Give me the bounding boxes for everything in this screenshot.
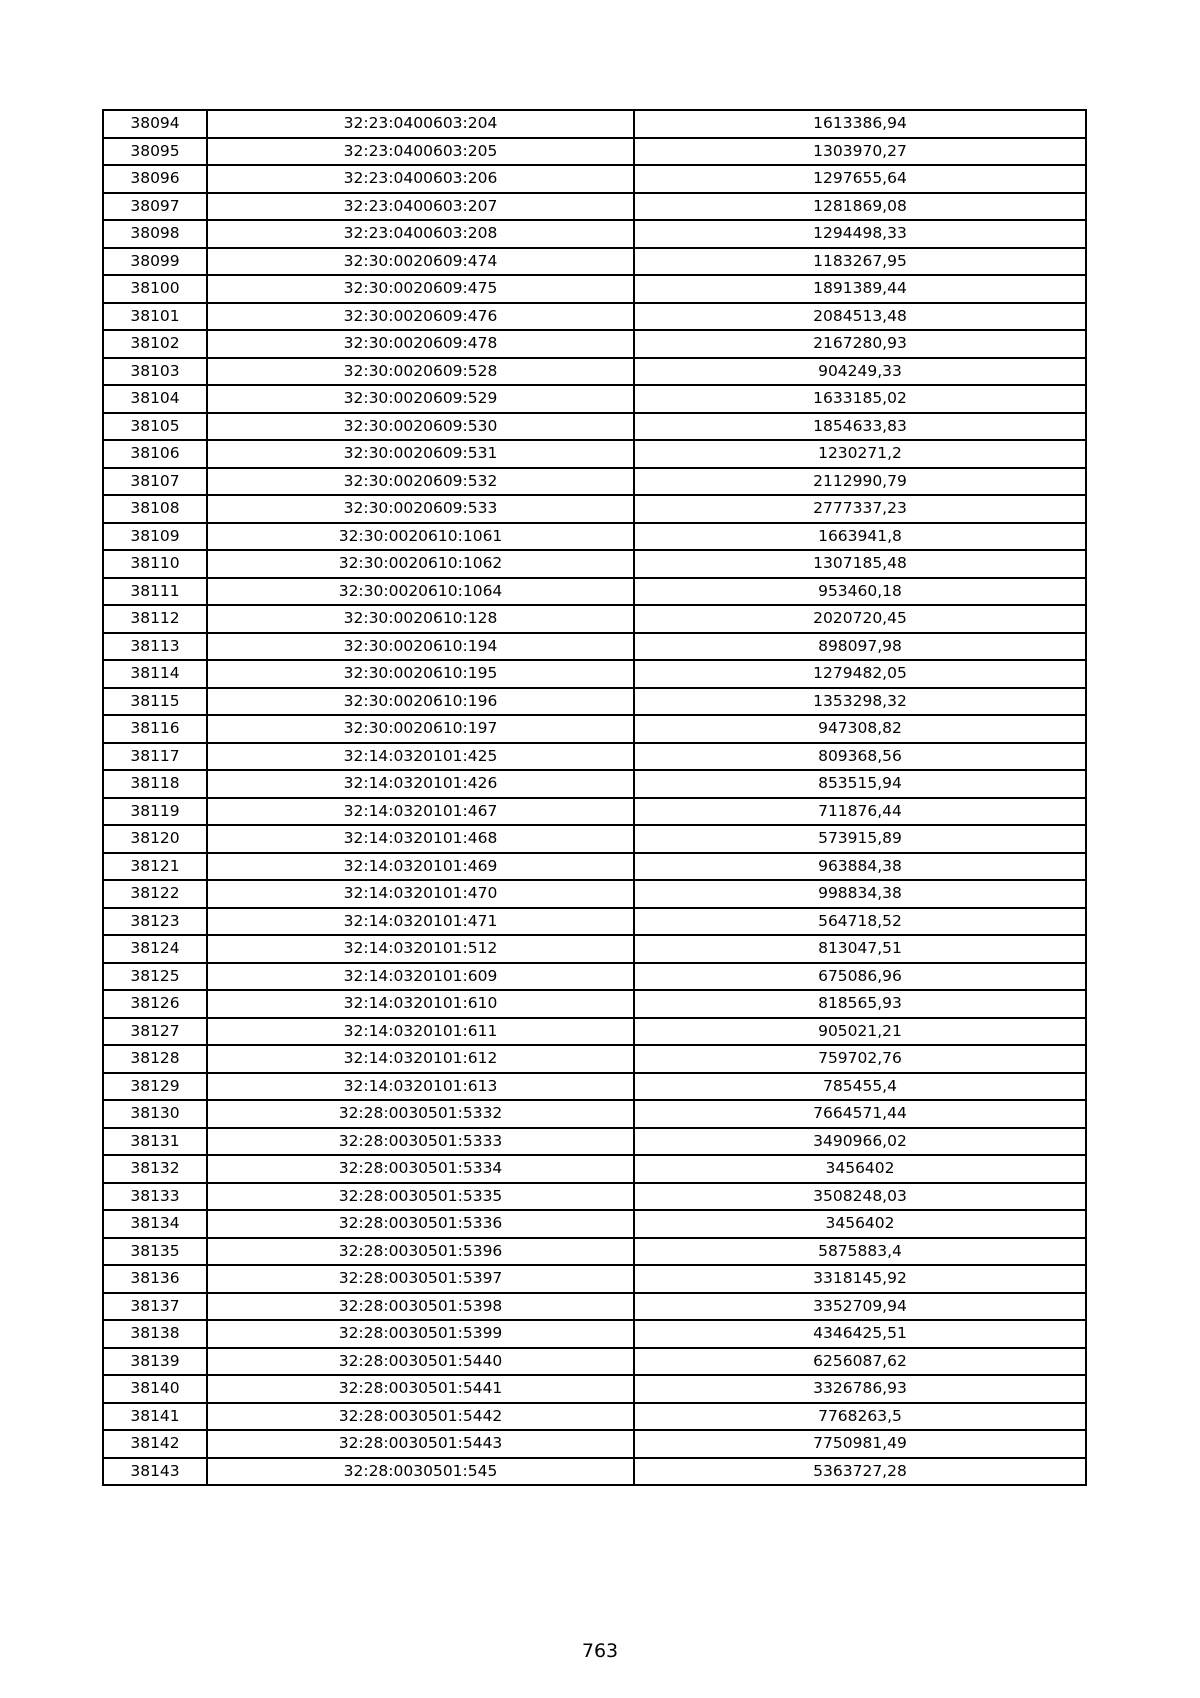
table-row <box>103 715 1086 743</box>
cadastral-number-cell: 32:14:0320101:512 <box>207 935 634 963</box>
value-cell: 759702,76 <box>634 1045 1086 1073</box>
cadastral-number-cell: 32:28:0030501:5397 <box>207 1265 634 1293</box>
cadastral-number-cell: 32:23:0400603:208 <box>207 220 634 248</box>
table-row <box>103 1430 1086 1458</box>
value-cell: 4346425,51 <box>634 1320 1086 1348</box>
value-cell: 1297655,64 <box>634 165 1086 193</box>
cadastral-value-table <box>102 109 1087 1486</box>
row-number-cell: 38111 <box>103 578 207 606</box>
cadastral-number-cell: 32:28:0030501:5336 <box>207 1210 634 1238</box>
value-cell: 818565,93 <box>634 990 1086 1018</box>
row-number-cell: 38133 <box>103 1183 207 1211</box>
row-number-cell: 38109 <box>103 523 207 551</box>
row-number-cell: 38119 <box>103 798 207 826</box>
row-number-cell: 38110 <box>103 550 207 578</box>
cadastral-number-cell: 32:30:0020610:1064 <box>207 578 634 606</box>
row-number-cell: 38098 <box>103 220 207 248</box>
page-number: 763 <box>581 1640 619 1662</box>
row-number-cell: 38112 <box>103 605 207 633</box>
table-row <box>103 523 1086 551</box>
row-number-cell: 38125 <box>103 963 207 991</box>
value-cell: 564718,52 <box>634 908 1086 936</box>
cadastral-number-cell: 32:30:0020610:196 <box>207 688 634 716</box>
cadastral-number-cell: 32:14:0320101:609 <box>207 963 634 991</box>
row-number-cell: 38107 <box>103 468 207 496</box>
row-number-cell: 38132 <box>103 1155 207 1183</box>
value-cell: 963884,38 <box>634 853 1086 881</box>
row-number-cell: 38099 <box>103 248 207 276</box>
value-cell: 1663941,8 <box>634 523 1086 551</box>
table-row <box>103 743 1086 771</box>
table-row <box>103 660 1086 688</box>
value-cell: 7664571,44 <box>634 1100 1086 1128</box>
cadastral-number-cell: 32:30:0020609:528 <box>207 358 634 386</box>
table-row <box>103 605 1086 633</box>
cadastral-number-cell: 32:30:0020609:529 <box>207 385 634 413</box>
cadastral-number-cell: 32:30:0020610:128 <box>207 605 634 633</box>
value-cell: 3318145,92 <box>634 1265 1086 1293</box>
row-number-cell: 38106 <box>103 440 207 468</box>
value-cell: 3456402 <box>634 1155 1086 1183</box>
table-row <box>103 1210 1086 1238</box>
value-cell: 3490966,02 <box>634 1128 1086 1156</box>
table-row <box>103 1128 1086 1156</box>
cadastral-number-cell: 32:28:0030501:5441 <box>207 1375 634 1403</box>
value-cell: 853515,94 <box>634 770 1086 798</box>
cadastral-number-cell: 32:30:0020610:1061 <box>207 523 634 551</box>
cadastral-number-cell: 32:28:0030501:5334 <box>207 1155 634 1183</box>
value-cell: 1613386,94 <box>634 110 1086 138</box>
table-row <box>103 193 1086 221</box>
row-number-cell: 38113 <box>103 633 207 661</box>
table-row <box>103 688 1086 716</box>
cadastral-number-cell: 32:14:0320101:468 <box>207 825 634 853</box>
row-number-cell: 38104 <box>103 385 207 413</box>
cadastral-number-cell: 32:23:0400603:206 <box>207 165 634 193</box>
cadastral-number-cell: 32:23:0400603:207 <box>207 193 634 221</box>
cadastral-number-cell: 32:14:0320101:469 <box>207 853 634 881</box>
cadastral-number-cell: 32:14:0320101:611 <box>207 1018 634 1046</box>
value-cell: 1279482,05 <box>634 660 1086 688</box>
value-cell: 6256087,62 <box>634 1348 1086 1376</box>
row-number-cell: 38135 <box>103 1238 207 1266</box>
value-cell: 2020720,45 <box>634 605 1086 633</box>
row-number-cell: 38143 <box>103 1458 207 1486</box>
cadastral-number-cell: 32:28:0030501:5443 <box>207 1430 634 1458</box>
row-number-cell: 38127 <box>103 1018 207 1046</box>
row-number-cell: 38123 <box>103 908 207 936</box>
table-row <box>103 798 1086 826</box>
value-cell: 947308,82 <box>634 715 1086 743</box>
table-row <box>103 908 1086 936</box>
cadastral-number-cell: 32:30:0020609:475 <box>207 275 634 303</box>
row-number-cell: 38115 <box>103 688 207 716</box>
table-row <box>103 1183 1086 1211</box>
value-cell: 1281869,08 <box>634 193 1086 221</box>
row-number-cell: 38108 <box>103 495 207 523</box>
cadastral-number-cell: 32:28:0030501:5335 <box>207 1183 634 1211</box>
table-row <box>103 495 1086 523</box>
value-cell: 1183267,95 <box>634 248 1086 276</box>
value-cell: 1891389,44 <box>634 275 1086 303</box>
table-row <box>103 633 1086 661</box>
table-row <box>103 1265 1086 1293</box>
row-number-cell: 38134 <box>103 1210 207 1238</box>
cadastral-number-cell: 32:28:0030501:5399 <box>207 1320 634 1348</box>
cadastral-number-cell: 32:28:0030501:5333 <box>207 1128 634 1156</box>
table-row <box>103 248 1086 276</box>
row-number-cell: 38130 <box>103 1100 207 1128</box>
cadastral-number-cell: 32:14:0320101:426 <box>207 770 634 798</box>
value-cell: 2112990,79 <box>634 468 1086 496</box>
cadastral-number-cell: 32:28:0030501:5398 <box>207 1293 634 1321</box>
value-cell: 3352709,94 <box>634 1293 1086 1321</box>
table-row <box>103 880 1086 908</box>
cadastral-number-cell: 32:30:0020610:195 <box>207 660 634 688</box>
value-cell: 809368,56 <box>634 743 1086 771</box>
cadastral-number-cell: 32:30:0020609:533 <box>207 495 634 523</box>
table-row <box>103 1375 1086 1403</box>
row-number-cell: 38097 <box>103 193 207 221</box>
table-row <box>103 303 1086 331</box>
cadastral-number-cell: 32:28:0030501:5332 <box>207 1100 634 1128</box>
value-cell: 953460,18 <box>634 578 1086 606</box>
cadastral-number-cell: 32:14:0320101:471 <box>207 908 634 936</box>
table-row <box>103 1238 1086 1266</box>
cadastral-number-cell: 32:30:0020609:530 <box>207 413 634 441</box>
row-number-cell: 38096 <box>103 165 207 193</box>
table-row <box>103 138 1086 166</box>
row-number-cell: 38128 <box>103 1045 207 1073</box>
cadastral-number-cell: 32:23:0400603:204 <box>207 110 634 138</box>
row-number-cell: 38122 <box>103 880 207 908</box>
table-row <box>103 165 1086 193</box>
value-cell: 3326786,93 <box>634 1375 1086 1403</box>
value-cell: 5363727,28 <box>634 1458 1086 1486</box>
cadastral-number-cell: 32:23:0400603:205 <box>207 138 634 166</box>
value-cell: 1633185,02 <box>634 385 1086 413</box>
row-number-cell: 38116 <box>103 715 207 743</box>
cadastral-number-cell: 32:28:0030501:5440 <box>207 1348 634 1376</box>
table-row <box>103 330 1086 358</box>
row-number-cell: 38095 <box>103 138 207 166</box>
value-cell: 905021,21 <box>634 1018 1086 1046</box>
cadastral-number-cell: 32:30:0020609:476 <box>207 303 634 331</box>
cadastral-number-cell: 32:14:0320101:470 <box>207 880 634 908</box>
row-number-cell: 38105 <box>103 413 207 441</box>
value-cell: 3508248,03 <box>634 1183 1086 1211</box>
value-cell: 904249,33 <box>634 358 1086 386</box>
row-number-cell: 38100 <box>103 275 207 303</box>
table-row <box>103 385 1086 413</box>
value-cell: 1854633,83 <box>634 413 1086 441</box>
row-number-cell: 38140 <box>103 1375 207 1403</box>
table-row <box>103 550 1086 578</box>
row-number-cell: 38102 <box>103 330 207 358</box>
cadastral-number-cell: 32:30:0020610:1062 <box>207 550 634 578</box>
table-row <box>103 275 1086 303</box>
cadastral-number-cell: 32:30:0020609:474 <box>207 248 634 276</box>
value-cell: 1353298,32 <box>634 688 1086 716</box>
value-cell: 898097,98 <box>634 633 1086 661</box>
table-row <box>103 578 1086 606</box>
value-cell: 998834,38 <box>634 880 1086 908</box>
row-number-cell: 38121 <box>103 853 207 881</box>
value-cell: 1294498,33 <box>634 220 1086 248</box>
table-row <box>103 853 1086 881</box>
row-number-cell: 38103 <box>103 358 207 386</box>
row-number-cell: 38129 <box>103 1073 207 1101</box>
table-row <box>103 1320 1086 1348</box>
row-number-cell: 38137 <box>103 1293 207 1321</box>
value-cell: 2084513,48 <box>634 303 1086 331</box>
table-row <box>103 468 1086 496</box>
row-number-cell: 38118 <box>103 770 207 798</box>
value-cell: 7750981,49 <box>634 1430 1086 1458</box>
cadastral-number-cell: 32:30:0020609:478 <box>207 330 634 358</box>
value-cell: 573915,89 <box>634 825 1086 853</box>
table-row <box>103 770 1086 798</box>
row-number-cell: 38136 <box>103 1265 207 1293</box>
value-cell: 813047,51 <box>634 935 1086 963</box>
value-cell: 1230271,2 <box>634 440 1086 468</box>
row-number-cell: 38114 <box>103 660 207 688</box>
table-row <box>103 1155 1086 1183</box>
value-cell: 5875883,4 <box>634 1238 1086 1266</box>
cadastral-number-cell: 32:28:0030501:5442 <box>207 1403 634 1431</box>
row-number-cell: 38094 <box>103 110 207 138</box>
cadastral-number-cell: 32:14:0320101:467 <box>207 798 634 826</box>
table-row <box>103 990 1086 1018</box>
table-row <box>103 1293 1086 1321</box>
cadastral-number-cell: 32:30:0020609:531 <box>207 440 634 468</box>
row-number-cell: 38117 <box>103 743 207 771</box>
value-cell: 3456402 <box>634 1210 1086 1238</box>
cadastral-number-cell: 32:28:0030501:5396 <box>207 1238 634 1266</box>
cadastral-number-cell: 32:30:0020610:197 <box>207 715 634 743</box>
row-number-cell: 38139 <box>103 1348 207 1376</box>
table-row <box>103 935 1086 963</box>
table-row <box>103 1458 1086 1486</box>
value-cell: 785455,4 <box>634 1073 1086 1101</box>
table-row <box>103 1018 1086 1046</box>
row-number-cell: 38101 <box>103 303 207 331</box>
cadastral-number-cell: 32:30:0020609:532 <box>207 468 634 496</box>
cadastral-number-cell: 32:30:0020610:194 <box>207 633 634 661</box>
table-row <box>103 440 1086 468</box>
table-row <box>103 1100 1086 1128</box>
row-number-cell: 38142 <box>103 1430 207 1458</box>
cadastral-number-cell: 32:14:0320101:613 <box>207 1073 634 1101</box>
table-row <box>103 1073 1086 1101</box>
table-row <box>103 1403 1086 1431</box>
row-number-cell: 38138 <box>103 1320 207 1348</box>
cadastral-number-cell: 32:28:0030501:545 <box>207 1458 634 1486</box>
row-number-cell: 38126 <box>103 990 207 1018</box>
value-cell: 2777337,23 <box>634 495 1086 523</box>
table-body <box>103 110 1086 1485</box>
table-row <box>103 110 1086 138</box>
value-cell: 675086,96 <box>634 963 1086 991</box>
cadastral-number-cell: 32:14:0320101:612 <box>207 1045 634 1073</box>
table-row <box>103 1348 1086 1376</box>
value-cell: 1307185,48 <box>634 550 1086 578</box>
table-row <box>103 1045 1086 1073</box>
table-row <box>103 963 1086 991</box>
value-cell: 711876,44 <box>634 798 1086 826</box>
row-number-cell: 38120 <box>103 825 207 853</box>
table-row <box>103 358 1086 386</box>
cadastral-number-cell: 32:14:0320101:610 <box>207 990 634 1018</box>
table-row <box>103 220 1086 248</box>
value-cell: 7768263,5 <box>634 1403 1086 1431</box>
value-cell: 2167280,93 <box>634 330 1086 358</box>
row-number-cell: 38131 <box>103 1128 207 1156</box>
cadastral-number-cell: 32:14:0320101:425 <box>207 743 634 771</box>
row-number-cell: 38141 <box>103 1403 207 1431</box>
table-row <box>103 825 1086 853</box>
table-row <box>103 413 1086 441</box>
value-cell: 1303970,27 <box>634 138 1086 166</box>
row-number-cell: 38124 <box>103 935 207 963</box>
